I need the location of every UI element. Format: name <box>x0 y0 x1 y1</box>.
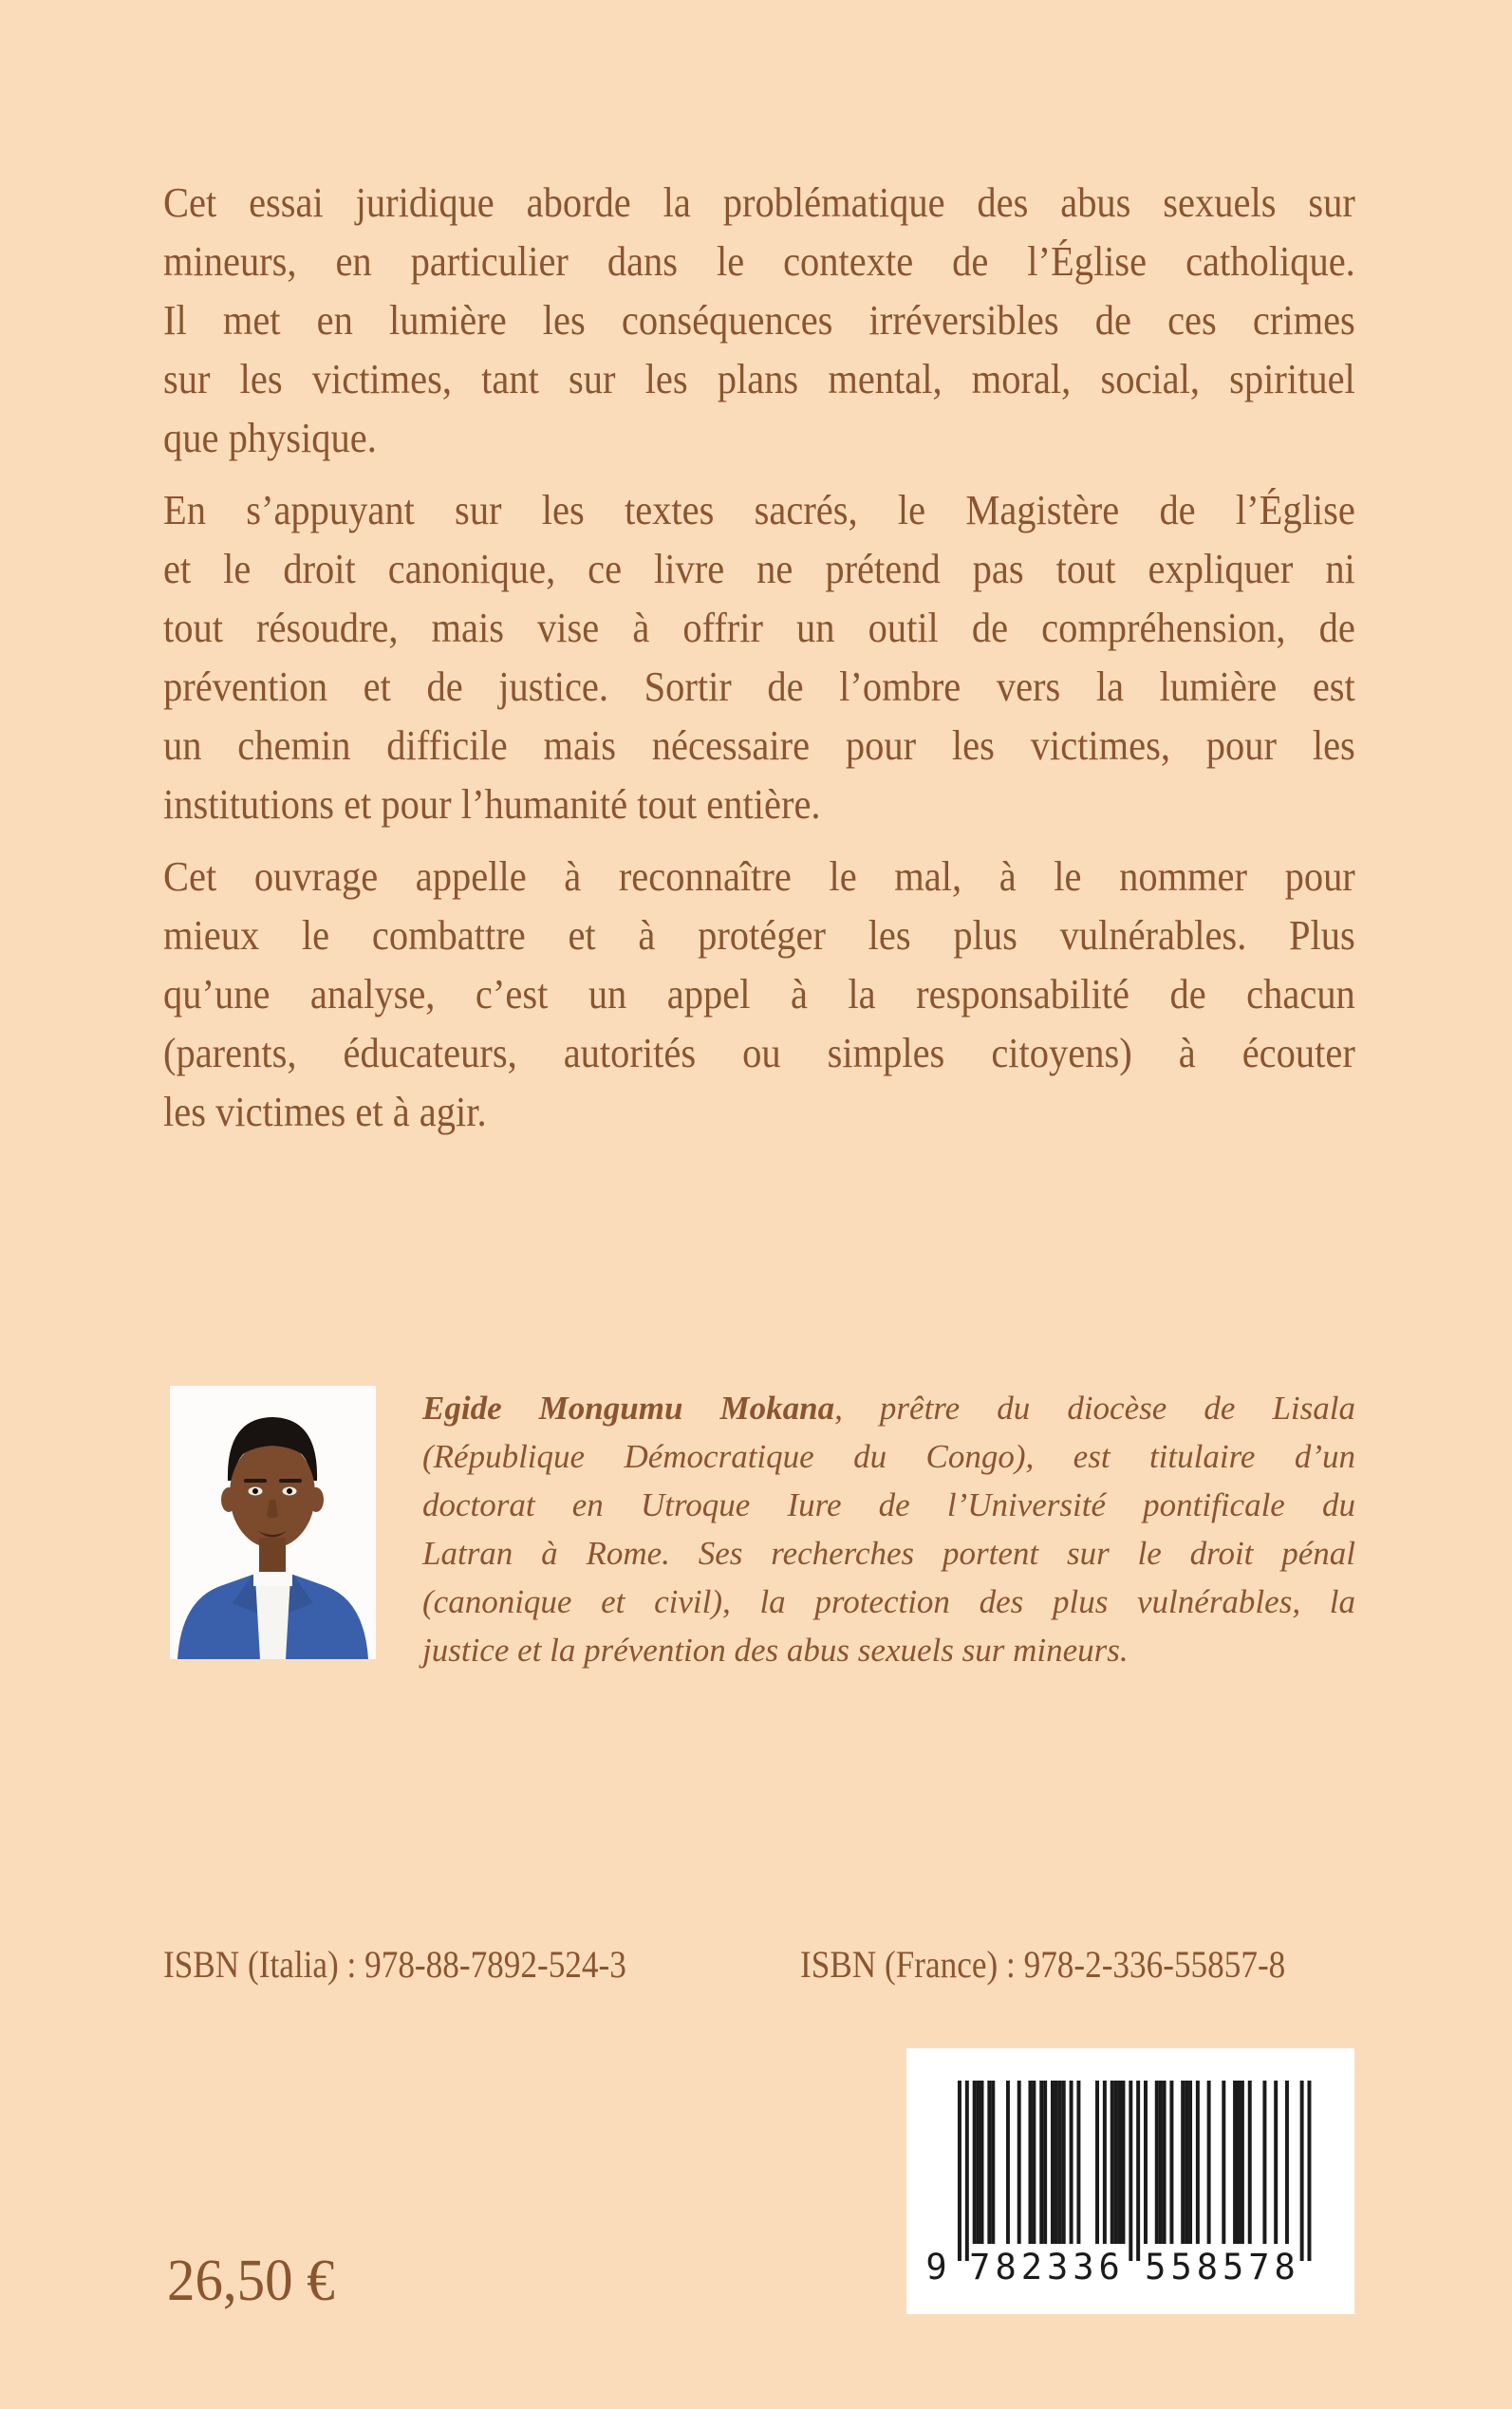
text-line: institutions et pour l’humanité tout entière. <box>163 781 821 828</box>
isbn-italia: ISBN (Italia) : 978-88-7892-524-3 <box>163 1943 626 1986</box>
synopsis-paragraph-2 <box>163 481 1355 834</box>
author-bio <box>422 1384 1355 1674</box>
author-photo-image <box>170 1386 376 1659</box>
isbn-row <box>0 1942 1512 1999</box>
text-line: un chemin difficile mais nécessaire pour les victimes, pour les <box>163 722 1355 769</box>
barcode-digits-left: 782336 <box>969 2247 1125 2288</box>
synopsis-paragraph-3 <box>163 848 1355 1142</box>
text-line: sur les victimes, tant sur les plans mental, moral, social, spirituel <box>163 356 1355 402</box>
text-line: doctorat en Utroque Iure de l’Université pontificale du <box>422 1486 1355 1523</box>
text-line: (République Démocratique du Congo), est titulaire d’un <box>422 1438 1355 1475</box>
text-line: Latran à Rome. Ses recherches portent sur le droit pénal <box>422 1535 1355 1572</box>
price: 26,50 € <box>167 2249 335 2313</box>
text-line: Cet essai juridique aborde la problématique des abus sexuels sur <box>163 179 1355 226</box>
barcode-svg <box>906 2048 1354 2314</box>
text-line: les victimes et à agir. <box>163 1089 487 1135</box>
text-line: Il met en lumière les conséquences irréversibles de ces crimes <box>163 297 1355 344</box>
author-photo <box>170 1386 376 1659</box>
text-line: (canonique et civil), la protection des plus vulnérables, la <box>422 1583 1355 1620</box>
synopsis <box>163 174 1355 1155</box>
text-line: mieux le combattre et à protéger les plus vulnérables. Plus <box>163 912 1355 959</box>
text-line: qu’une analyse, c’est un appel à la responsabilité de chacun <box>163 971 1355 1018</box>
author-name: Egide Mongumu Mokana <box>422 1390 835 1427</box>
text-line: justice et la prévention des abus sexuels sur mineurs. <box>422 1632 1129 1669</box>
text-line: et le droit canonique, ce livre ne prétend pas tout expliquer ni <box>163 546 1355 592</box>
text-line: Cet ouvrage appelle à reconnaître le mal, à le nommer pour <box>163 853 1355 900</box>
synopsis-paragraph-1 <box>163 174 1355 468</box>
barcode-digit-first: 9 <box>925 2247 952 2288</box>
isbn-france: ISBN (France) : 978-2-336-55857-8 <box>800 1943 1286 1986</box>
barcode-digits-right: 558578 <box>1145 2247 1300 2288</box>
text-line: prévention et de justice. Sortir de l’ombre vers la lumière est <box>163 663 1355 710</box>
text-line: Egide Mongumu Mokana, prêtre du diocèse de Lisala <box>422 1390 1355 1427</box>
text-line: mineurs, en particulier dans le contexte de l’Église catholique. <box>163 238 1355 285</box>
barcode <box>906 2048 1354 2314</box>
text-line: (parents, éducateurs, autorités ou simples citoyens) à écouter <box>163 1030 1355 1076</box>
text-line: En s’appuyant sur les textes sacrés, le Magistère de l’Église <box>163 487 1355 533</box>
text-line: tout résoudre, mais vise à offrir un outil de compréhension, de <box>163 605 1355 651</box>
text-line: que physique. <box>163 415 377 461</box>
